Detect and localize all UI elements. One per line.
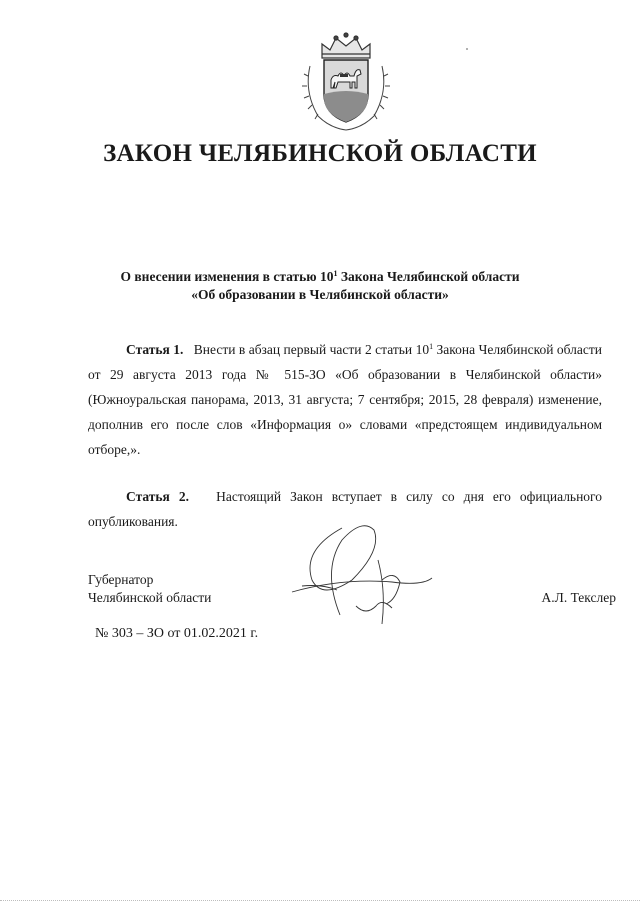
signatory-position-line-2: Челябинской области xyxy=(88,590,212,605)
subject-line-1: О внесении изменения в статью $10^1$ Закона Челябинской области xyxy=(120,269,520,284)
law-subject-heading xyxy=(100,268,540,304)
coat-of-arms-emblem xyxy=(300,32,392,132)
registration-number: № 303 – ЗО от 01.02.2021 г. xyxy=(95,626,259,641)
document-title: ЗАКОН ЧЕЛЯБИНСКОЙ ОБЛАСТИ xyxy=(103,140,537,167)
article-1: Статья 1. Внести в абзац первый части 2 статьи $10^1$ Закона Челябинской области от 29 августа 2013 года № 515-ЗО «Об образовании в Челябинской области» (Южноуральская панорама, 2013, 31 августа; 7 сентября; 2015, 28 февраля) изменение, дополнив его после слов «Информация о» словами «предстоящем индивидуальном отборе,». xyxy=(88,342,603,457)
signatory-position-line-1: Губернатор xyxy=(88,572,154,587)
scan-speck xyxy=(466,48,468,50)
footer-divider xyxy=(0,900,640,902)
article-2-text: Настоящий Закон вступает в силу со дня его официального опубликования. xyxy=(88,489,603,529)
article-2-label: Статья 2. xyxy=(126,489,189,504)
article-1-label: Статья 1. xyxy=(126,342,184,357)
signature-image xyxy=(282,520,452,630)
signatory-name: А.Л. Текслер xyxy=(541,590,616,605)
signatory-position xyxy=(88,571,211,607)
subject-line-2: «Об образовании в Челябинской области» xyxy=(191,287,449,302)
